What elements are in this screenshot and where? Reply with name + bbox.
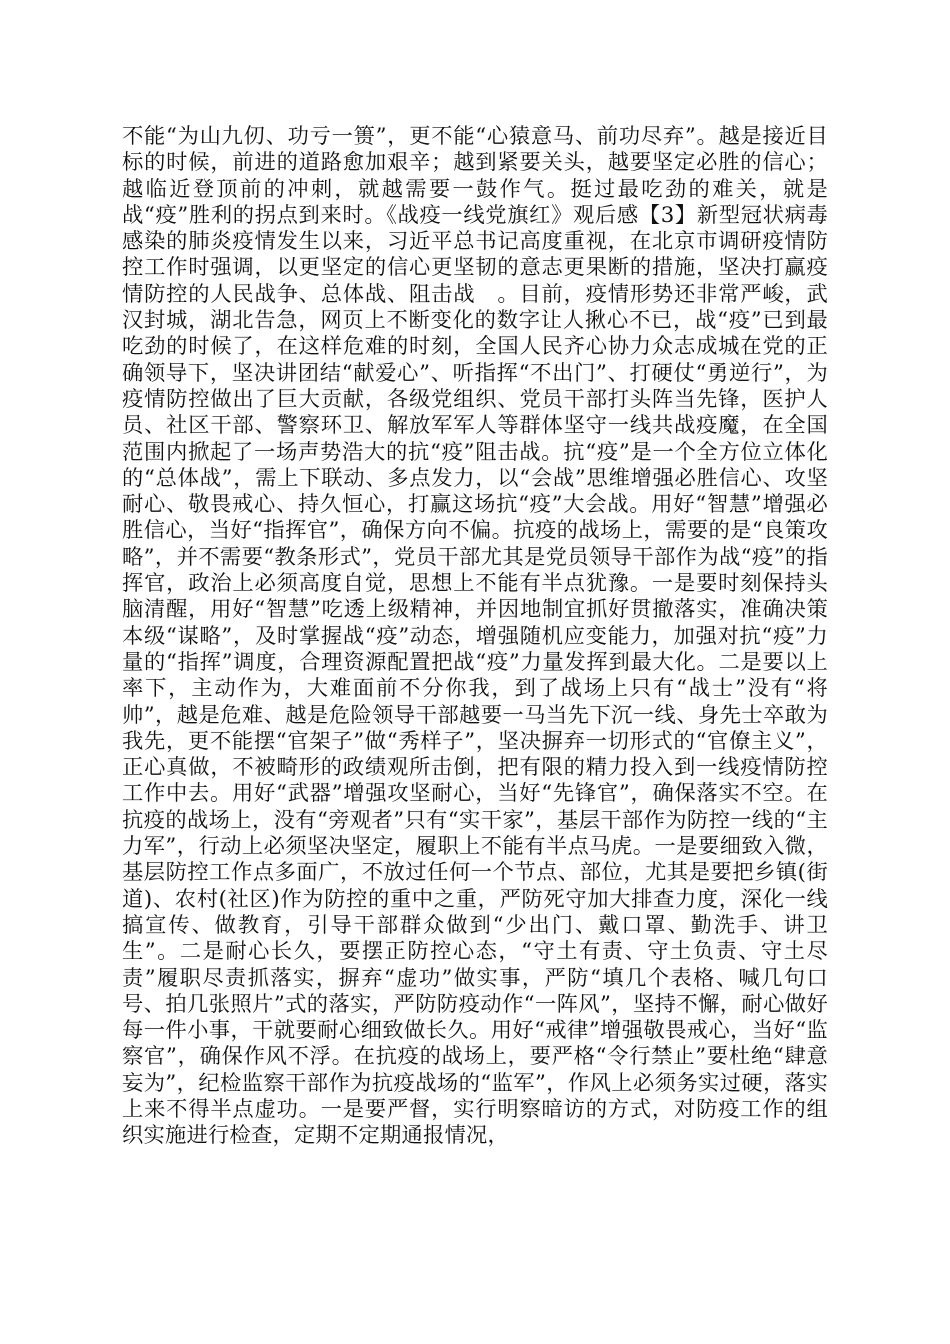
body-paragraph: 不能“为山九仞、功亏一篑”，更不能“心猿意马、前功尽弃”。越是接近目标的时候，前进的道路愈加艰辛；越到紧要关头，越要坚定必胜的信心；越临近登顶前的冲刺，就越需要一鼓作气。挺过最吃劲的难关，就是战“疫”胜利的拐点到来时。《战疫一线党旗红》观后感【3】新型冠状病毒感染的肺炎疫情发生以来，习近平总书记高度重视，在北京市调研疫情防控工作时强调，以更坚定的信心更坚韧的意志更果断的措施，坚决打赢疫情防控的人民战争、总体战、阻击战 。目前，疫情形势还非常严峻，武汉封城，湖北告急，网页上不断变化的数字让人揪心不已，战“疫”已到最吃劲的时候了，在这样危难的时刻，全国人民齐心协力众志成城在党的正确领导下，坚决讲团结“献爱心”、听指挥“不出门”、打硬仗“勇逆行”，为疫情防控做出了巨大贡献，各级党组织、党员干部打头阵当先锋，医护人员、社区干部、警察环卫、解放军军人等群体坚守一线共战疫魔，在全国范围内掀起了一场声势浩大的抗“疫”阻击战。抗“疫”是一个全方位立体化的“总体战”，需上下联动、多点发力，以“会战”思维增强必胜信心、攻坚耐心、敬畏戒心、持久恒心，打赢这场抗“疫”大会战。用好“智慧”增强必胜信心，当好“指挥官”，确保方向不偏。抗疫的战场上，需要的是“良策攻略”，并不需要“教条形式”，党员干部尤其是党员领导干部作为战“疫”的指挥官，政治上必须高度自觉，思想上不能有半点犹豫。一是要时刻保持头脑清醒，用好“智慧”吃透上级精神，并因地制宜抓好贯撤落实，准确决策本级“谋略”，及时掌握战“疫”动态，增强随机应变能力，加强对抗“疫”力量的“指挥”调度，合理资源配置把战“疫”力量发挥到最大化。二是要以上率下，主动作为，大难面前不分你我，到了战场上只有“战士”没有“将帅”，越是危难、越是危险领导干部越要一马当先下沉一线、身先士卒敢为我先，更不能摆“官架子”做“秀样子”，坚决摒弃一切形式的“官僚主义”，正心真做，不被畸形的政绩观所击倒，把有限的精力投入到一线疫情防控工作中去。用好“武器”增强攻坚耐心，当好“先锋官”，确保落实不空。在抗疫的战场上，没有“旁观者”只有“实干家”，基层干部作为防控一线的“主力军”，行动上必须坚决坚定，履职上不能有半点马虎。一是要细致入微，基层防控工作点多面广，不放过任何一个节点、部位，尤其是要把乡镇(街道)、农村(社区)作为防控的重中之重，严防死守加大排查力度，深化一线搞宣传、做教育，引导干部群众做到“少出门、戴口罩、勤洗手、讲卫生”。二是耐心长久，要摆正防控心态，“守土有责、守土负责、守土尽责”履职尽责抓落实，摒弃“虚功”做实事，严防“填几个表格、喊几句口号、拍几张照片”式的落实，严防防疫动作“一阵风”，坚持不懈，耐心做好每一件小事，干就要耐心细致做长久。用好“戒律”增强敬畏戒心，当好“监察官”，确保作风不浮。在抗疫的战场上，要严格“令行禁止”要杜绝“肆意妄为”，纪检监察干部作为抗疫战场的“监军”，作风上必须务实过硬，落实上来不得半点虚功。一是要严督，实行明察暗访的方式，对防疫工作的组织实施进行检查，定期不定期通报情况， bbox=[122, 124, 828, 1149]
